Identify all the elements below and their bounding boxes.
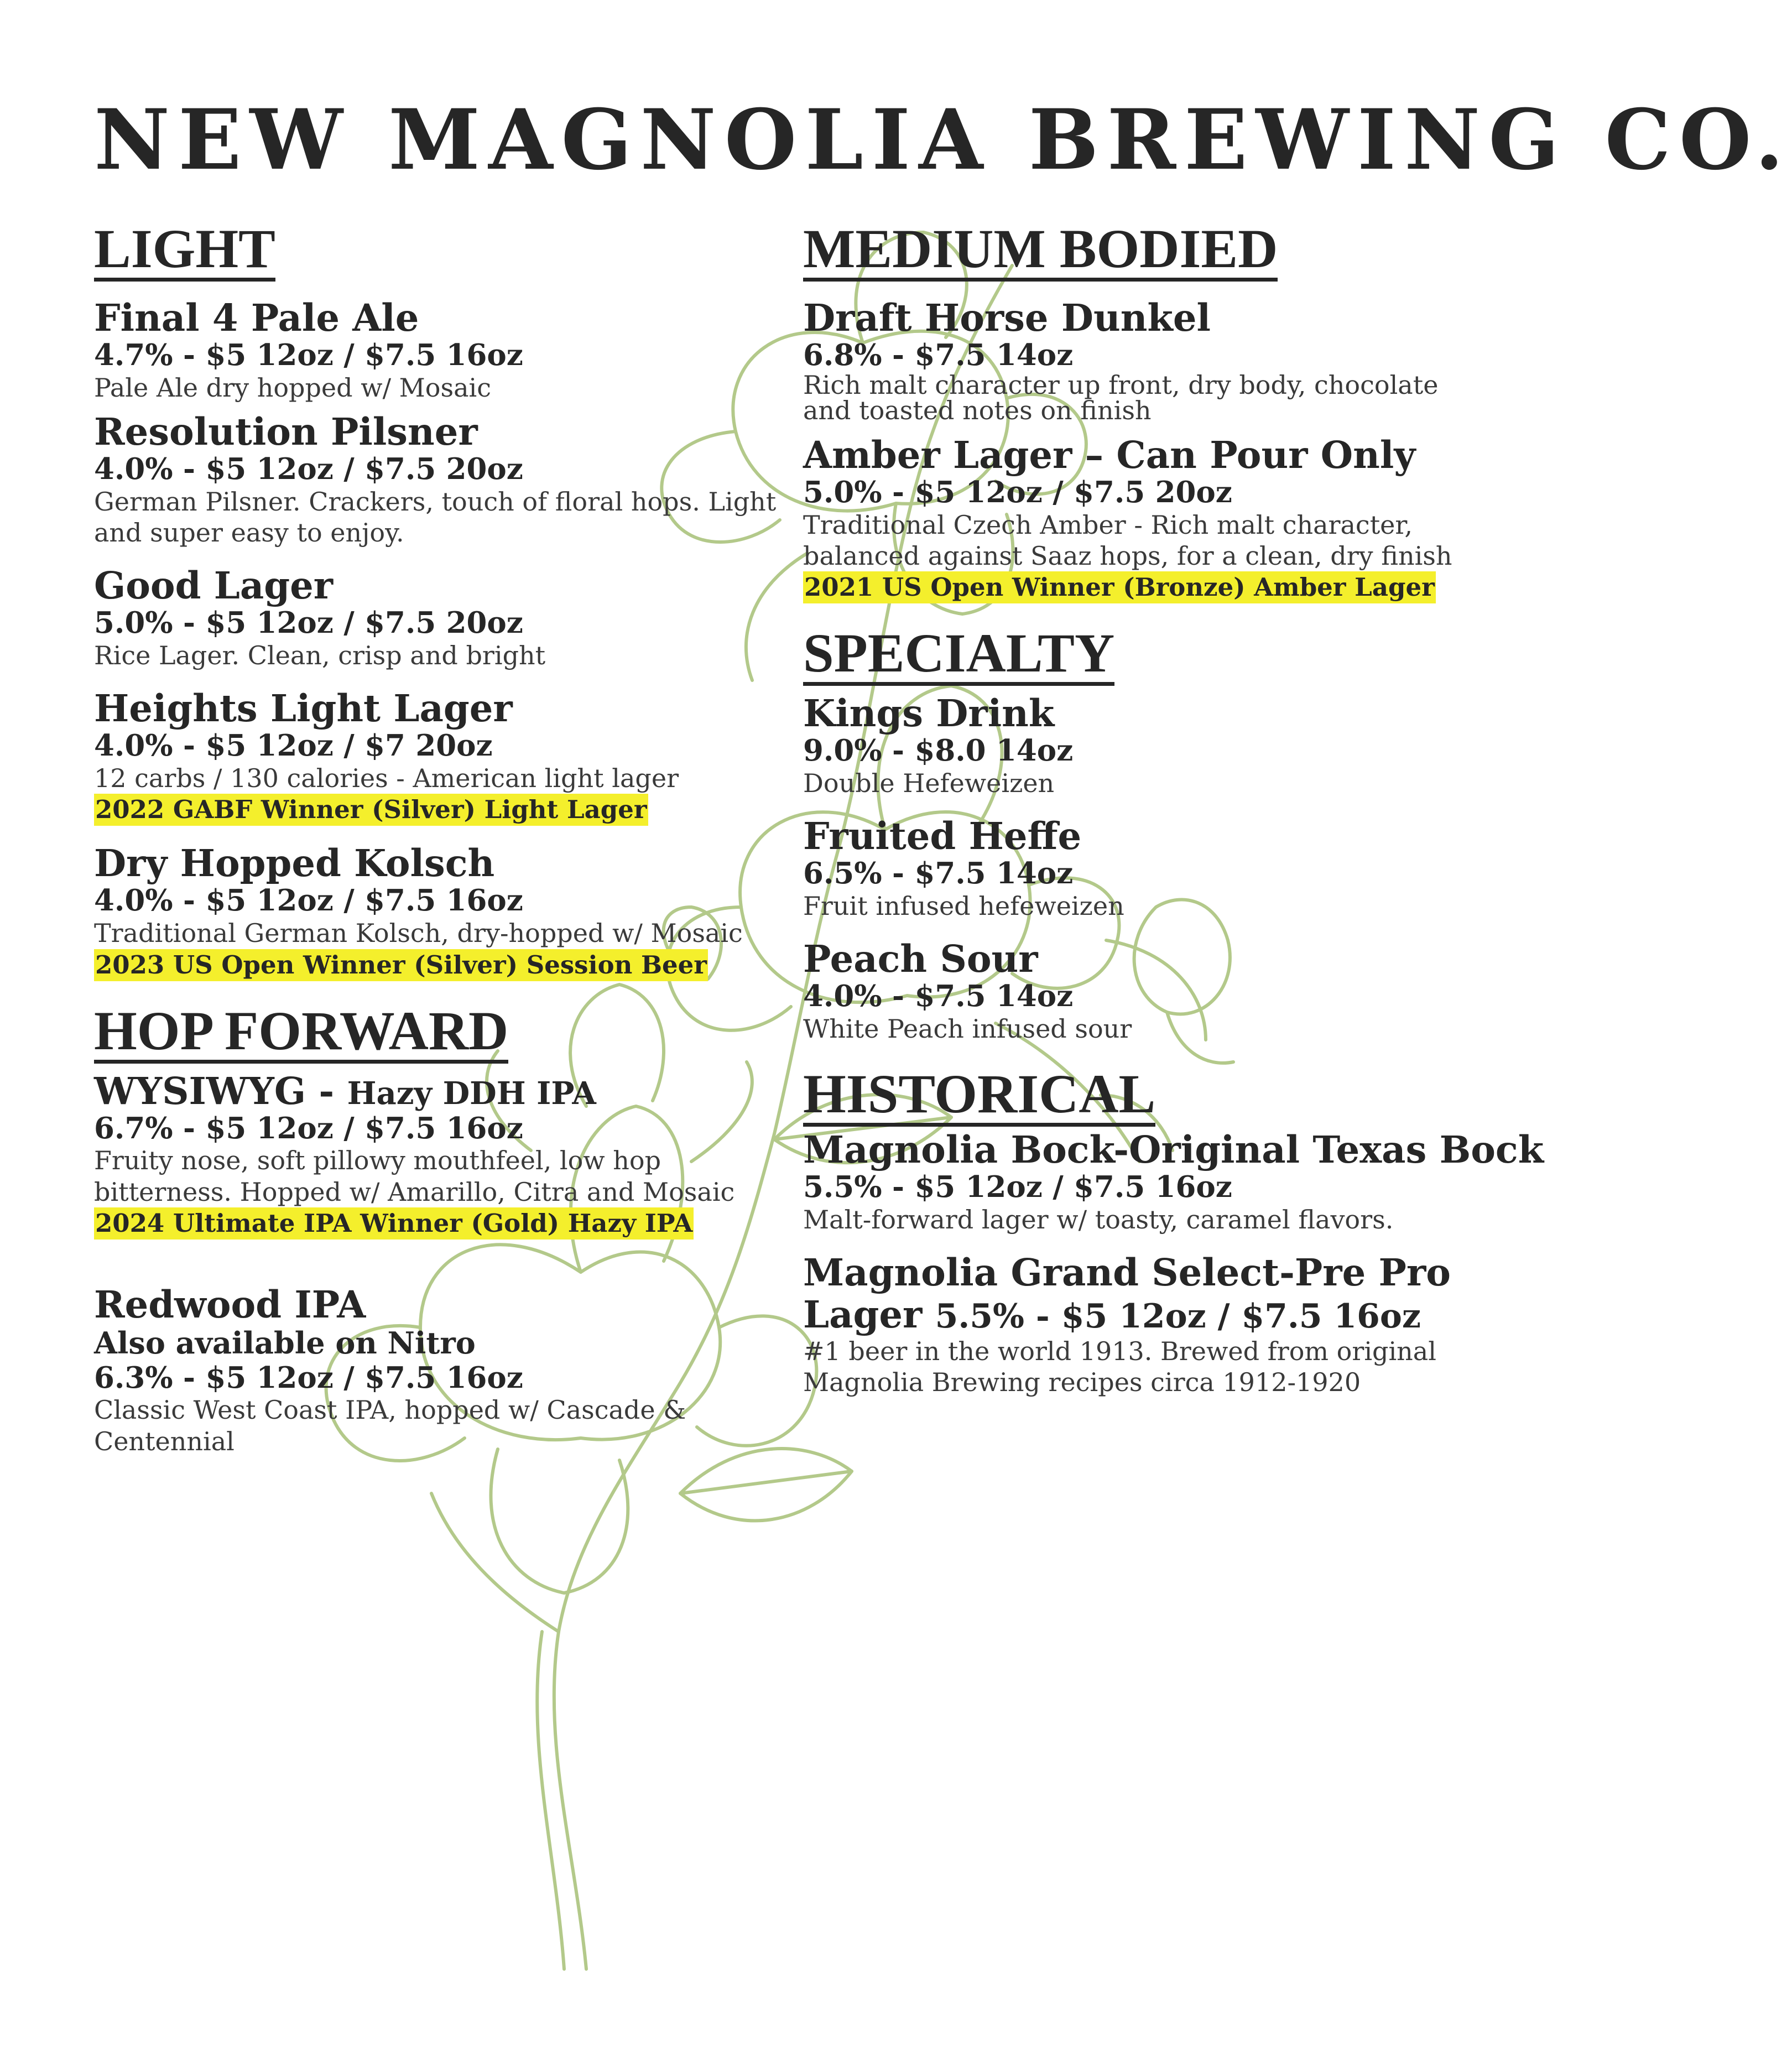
beer-name: Final 4 Pale Ale (94, 296, 419, 340)
beer-price: 4.0% - $5 12oz / $7.5 20oz (94, 452, 523, 487)
brewery-title: NEW MAGNOLIA BREWING CO. (94, 91, 1792, 189)
beer-description: Fruity nose, soft pillowy mouthfeel, low hop bitterness. Hopped w/ Amarillo, Citra and Mosaic (94, 1145, 735, 1207)
beer-name: Resolution Pilsner (94, 410, 478, 454)
beer-name: Peach Sour (803, 937, 1038, 981)
beer-description: Traditional Czech Amber - Rich malt character, balanced against Saaz hops, for a clean, dry finish (803, 509, 1452, 571)
beer-item (803, 1128, 1544, 1235)
beer-name: Fruited Heffe (803, 814, 1082, 858)
beer-style: Hazy DDH IPA (347, 1075, 596, 1112)
beer-name: Heights Light Lager (94, 686, 513, 731)
beer-description: Pale Ale dry hopped w/ Mosaic (94, 372, 491, 403)
beer-price: 6.7% - $5 12oz / $7.5 16oz (94, 1111, 523, 1145)
section-title: LIGHT (94, 221, 275, 282)
section-title: HOP FORWARD (94, 1003, 508, 1064)
section-specialty (803, 622, 1539, 1044)
beer-name: Redwood IPA (94, 1282, 366, 1326)
beer-name: Dry Hopped Kolsch (94, 841, 495, 886)
beer-description: German Pilsner. Crackers, touch of floral hops. Light and super easy to enjoy. (94, 487, 777, 548)
award-badge: 2024 Ultimate IPA Winner (Gold) Hazy IPA (94, 1207, 694, 1240)
award-badge: 2021 US Open Winner (Bronze) Amber Lager (803, 571, 1436, 603)
section-title: MEDIUM BODIED (803, 221, 1278, 282)
beer-item (94, 1284, 796, 1457)
award-badge: 2022 GABF Winner (Silver) Light Lager (94, 794, 648, 826)
beer-price: 4.0% - $7.5 14oz (803, 979, 1074, 1014)
beer-item (803, 692, 1539, 799)
beer-name: Amber Lager – Can Pour Only (803, 433, 1416, 477)
beer-price: 5.5% - $5 12oz / $7.5 16oz (935, 1296, 1421, 1336)
beer-price: 5.0% - $5 12oz / $7.5 20oz (94, 606, 523, 640)
beer-price: 9.0% - $8.0 14oz (803, 733, 1074, 768)
beer-item (94, 842, 796, 981)
section-medium-bodied (803, 218, 1539, 603)
beer-name: Magnolia Bock-Original Texas Bock (803, 1128, 1544, 1172)
beer-description: White Peach infused sour (803, 1014, 1132, 1044)
beer-item (803, 297, 1539, 423)
beer-description: Rice Lager. Clean, crisp and bright (94, 640, 546, 671)
left-column (94, 218, 796, 1479)
beer-description: #1 beer in the world 1913. Brewed from original Magnolia Brewing recipes circa 1912-1920 (803, 1336, 1436, 1397)
beer-price: 5.5% - $5 12oz / $7.5 16oz (803, 1170, 1232, 1205)
beer-description: Classic West Coast IPA, hopped w/ Cascade & Centennial (94, 1395, 686, 1456)
section-title: SPECIALTY (803, 626, 1114, 686)
beer-description: Fruit infused hefeweizen (803, 891, 1124, 921)
beer-name-main: WYSIWYG - (94, 1069, 347, 1113)
beer-name-cont: Lager (803, 1292, 923, 1336)
beer-name: Kings Drink (803, 691, 1055, 736)
beer-description: Malt-forward lager w/ toasty, caramel flavors. (803, 1205, 1394, 1235)
beer-name (94, 1070, 796, 1112)
beer-item (94, 565, 796, 671)
branch (431, 1493, 559, 1632)
beer-item (94, 1070, 796, 1240)
award-badge: 2023 US Open Winner (Silver) Session Beer (94, 949, 708, 981)
beer-name: Good Lager (94, 564, 334, 608)
beer-description: Double Hefeweizen (803, 768, 1055, 799)
beer-note: Also available on Nitro (94, 1325, 476, 1361)
section-hop-forward (94, 999, 796, 1457)
right-column (803, 218, 1544, 1420)
beer-name: Draft Horse Dunkel (803, 296, 1211, 340)
beer-name-line2 (803, 1294, 1539, 1336)
beer-price: 4.0% - $5 12oz / $7 20oz (94, 728, 493, 763)
beer-price: 6.8% - $7.5 14oz (803, 338, 1074, 373)
beer-item (94, 688, 796, 826)
beer-price: 6.3% - $5 12oz / $7.5 16oz (94, 1360, 523, 1395)
beer-description: 12 carbs / 130 calories - American light lager (94, 763, 679, 794)
beer-name: Magnolia Grand Select-Pre Pro (803, 1251, 1451, 1295)
beer-item (94, 411, 796, 548)
beer-price: 4.0% - $5 12oz / $7.5 16oz (94, 883, 523, 918)
beer-item (803, 1252, 1539, 1397)
beer-price: 4.7% - $5 12oz / $7.5 16oz (94, 338, 523, 373)
beer-item (803, 434, 1539, 603)
beer-item (803, 938, 1539, 1044)
beer-description: Rich malt character up front, dry body, chocolate and toasted notes on finish (803, 369, 1439, 425)
beer-description: Traditional German Kolsch, dry-hopped w/ Mosaic (94, 918, 743, 949)
beer-price: 6.5% - $7.5 14oz (803, 856, 1074, 891)
section-title: HISTORICAL (803, 1066, 1155, 1127)
beer-price: 5.0% - $5 12oz / $7.5 20oz (803, 475, 1232, 509)
beer-item (803, 815, 1539, 921)
beer-item (94, 297, 796, 403)
section-historical (803, 1063, 1544, 1397)
section-light (94, 218, 796, 981)
